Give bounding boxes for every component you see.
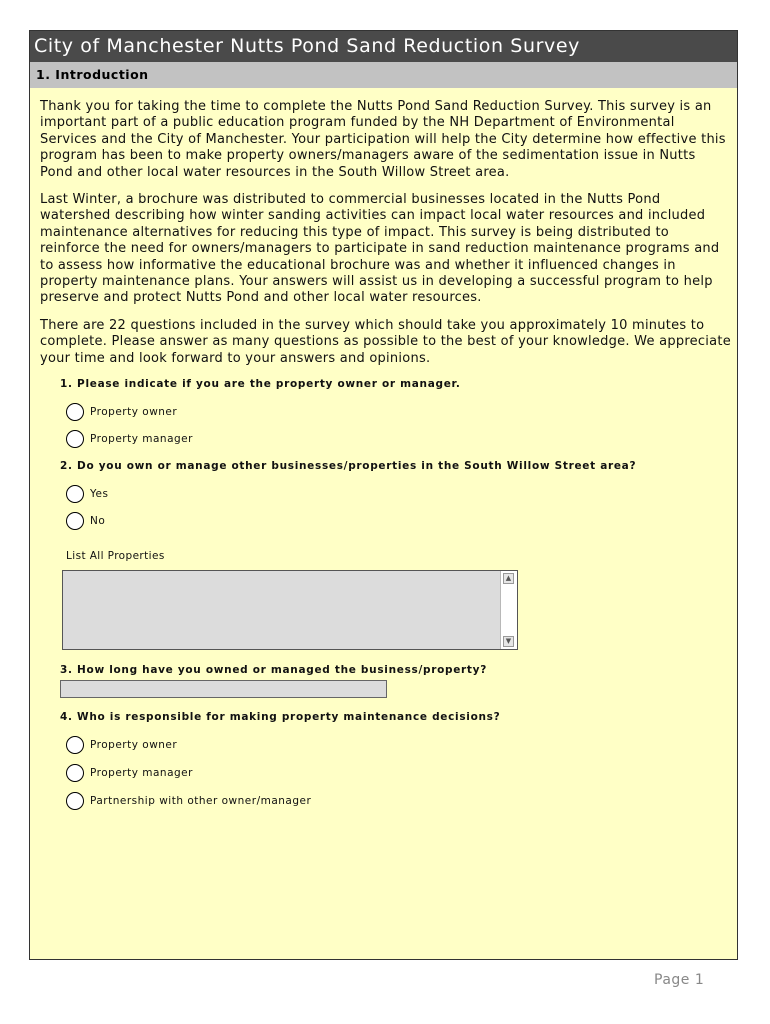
survey-panel: [29, 30, 738, 960]
intro-paragraph: There are 22 questions included in the survey which should take you approximately 10 minutes to complete. Please answer as many questions as possible to the best of your knowledge. We appreciate your time and look forward to your answers and opinions.: [40, 317, 731, 366]
question-2-text: 2. Do you own or manage other businesses/properties in the South Willow Street area?: [60, 460, 637, 473]
questions-list: [30, 378, 737, 815]
duration-input[interactable]: [60, 680, 387, 698]
section-heading: 1. Introduction: [30, 62, 737, 88]
list-properties-textarea[interactable]: [62, 570, 518, 650]
intro-paragraph: Thank you for taking the time to complete the Nutts Pond Sand Reduction Survey. This survey is an important part of a public education program funded by the NH Department of Environmental Services and the City of Manchester. Your participation will help the City determine how effective this program has been to make property owners/managers aware of the sedimentation issue in Nutts Pond and other local water resources in the South Willow Street area.: [40, 99, 726, 180]
radio-button[interactable]: [66, 430, 84, 448]
q4-option-property-owner[interactable]: [66, 731, 737, 759]
scroll-down-arrow-icon[interactable]: ▼: [503, 636, 514, 647]
scroll-up-arrow-icon[interactable]: ▲: [503, 573, 514, 584]
q2-option-yes[interactable]: [66, 480, 737, 507]
option-label: No: [90, 514, 106, 527]
question-3-text: 3. How long have you owned or managed the business/property?: [60, 664, 487, 677]
radio-button[interactable]: [66, 512, 84, 530]
q4-option-property-manager[interactable]: [66, 759, 737, 787]
option-label: Yes: [90, 487, 109, 500]
q4-option-partnership[interactable]: [66, 787, 737, 815]
question-1-text: 1. Please indicate if you are the property owner or manager.: [60, 378, 461, 391]
q2-option-no[interactable]: [66, 507, 737, 534]
radio-button[interactable]: [66, 403, 84, 421]
question-4-text: 4. Who is responsible for making property maintenance decisions?: [60, 711, 501, 724]
option-label: Property owner: [90, 739, 178, 752]
radio-button[interactable]: [66, 792, 84, 810]
option-label: Property owner: [90, 405, 178, 418]
introduction-text: [30, 88, 737, 367]
page-number: Page 1: [654, 972, 705, 988]
radio-button[interactable]: [66, 764, 84, 782]
survey-title: City of Manchester Nutts Pond Sand Reduction Survey: [30, 31, 737, 62]
textarea-scrollbar[interactable]: [500, 571, 517, 649]
option-label: Property manager: [90, 432, 193, 445]
q1-option-property-owner[interactable]: [66, 398, 737, 425]
option-label: Property manager: [90, 767, 193, 780]
intro-paragraph: Last Winter, a brochure was distributed to commercial businesses located in the Nutts Pond watershed describing how winter sanding activities can impact local water resources and included maintenance alternatives for reducing this type of impact. This survey is being distributed to reinforce the need for owners/managers to participate in sand reduction maintenance programs and to assess how informative the educational brochure was and whether it influenced changes in property maintenance plans. Your answers will assist us in developing a successful program to help preserve and protect Nutts Pond and other local water resources.: [40, 192, 720, 306]
list-properties-label: List All Properties: [66, 550, 165, 563]
option-label: Partnership with other owner/manager: [90, 795, 312, 808]
radio-button[interactable]: [66, 736, 84, 754]
radio-button[interactable]: [66, 485, 84, 503]
q1-option-property-manager[interactable]: [66, 425, 737, 452]
